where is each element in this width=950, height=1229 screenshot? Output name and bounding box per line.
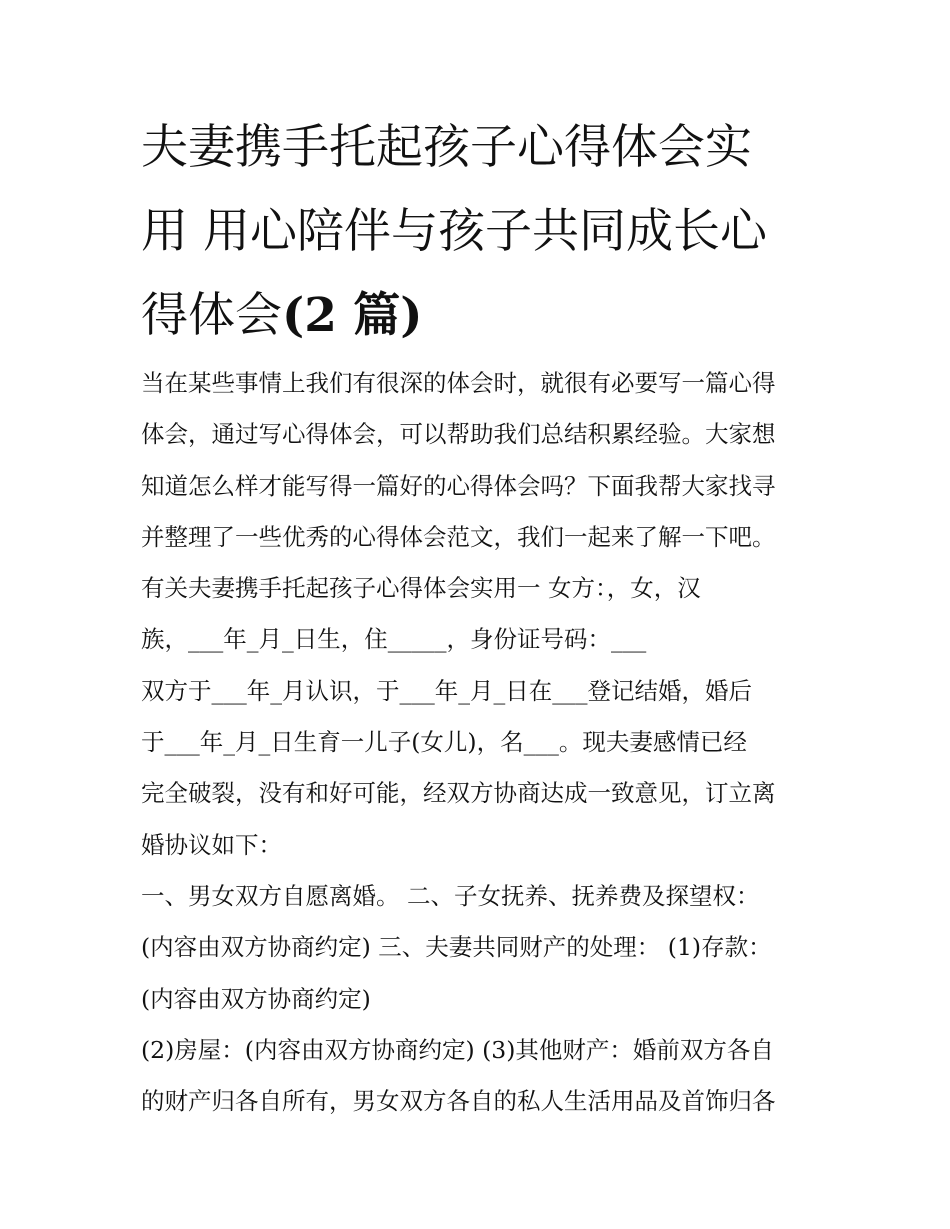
body-line: (内容由双方协商约定) 三、夫妻共同财产的处理： (1)存款： [141,933,772,962]
body-line: 的财产归各自所有，男女双方各自的私人生活用品及首饰归各 [141,1087,776,1116]
body-line: 族，___年_月_日生，住_____，身份证号码：___ [141,625,647,654]
document-body [141,358,821,1127]
body-line: 完全破裂，没有和好可能，经双方协商达成一致意见，订立离 [141,779,776,808]
body-line: (2)房屋：(内容由双方协商约定) (3)其他财产：婚前双方各自 [141,1035,774,1064]
body-line: 并整理了一些优秀的心得体会范文，我们一起来了解一下吧。 [141,522,776,551]
body-line: 体会，通过写心得体会，可以帮助我们总结积累经验。大家想 [141,420,776,449]
body-line: 当在某些事情上我们有很深的体会时，就很有必要写一篇心得 [141,369,776,397]
body-line: 双方于___年_月认识，于___年_月_日在___登记结婚，婚后 [141,676,752,705]
body-line: 知道怎么样才能写得一篇好的心得体会吗？下面我帮大家找寻 [141,471,776,500]
body-line: 有关夫妻携手托起孩子心得体会实用一 女方：，女，汉 [141,574,701,603]
body-line: (内容由双方协商约定) [141,984,371,1013]
title-line-2: 用 用心陪伴与孩子共同成长心 [141,204,767,259]
body-line: 婚协议如下： [141,830,282,859]
title-line-1: 夫妻携手托起孩子心得体会实 [141,120,752,175]
title-line-3: 得体会(2 篇) [141,288,423,343]
body-line: 于___年_月_日生育一儿子(女儿)，名___。现夫妻感情已经 [141,728,747,757]
document-title [141,118,821,370]
body-line: 一、男女双方自愿离婚。 二、子女抚养、抚养费及探望权： [141,881,760,910]
title-count-label: (2 篇) [282,288,423,343]
